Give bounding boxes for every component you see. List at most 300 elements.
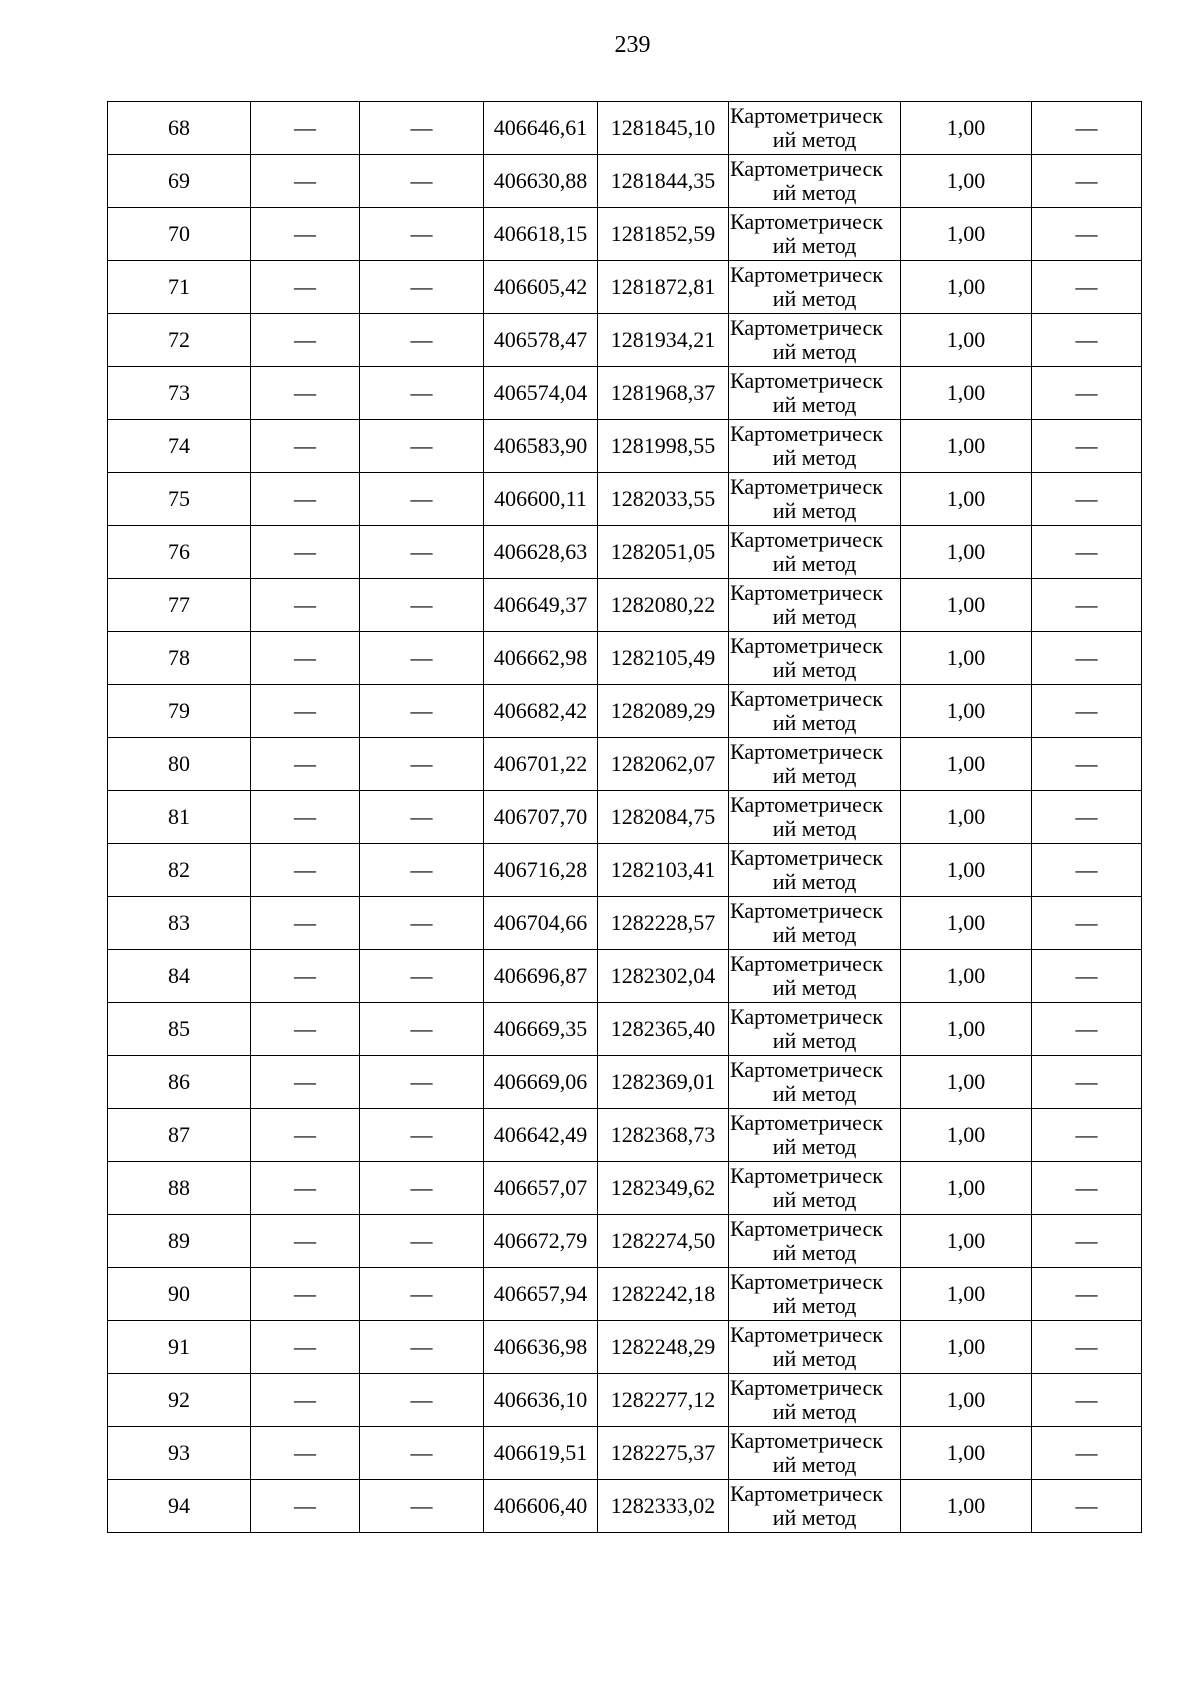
method-cell	[729, 208, 901, 261]
x-coordinate-cell: 406704,66	[484, 897, 598, 950]
point-number-cell: 83	[108, 897, 251, 950]
method-line-1: Картометрическ	[730, 262, 883, 287]
empty-column-2-cell: —	[360, 897, 484, 950]
method-cell	[729, 685, 901, 738]
empty-column-2-cell: —	[360, 632, 484, 685]
method-line-1: Картометрическ	[730, 209, 883, 234]
x-coordinate-cell: 406628,63	[484, 526, 598, 579]
x-coordinate-cell: 406636,10	[484, 1374, 598, 1427]
empty-column-1-cell: —	[251, 473, 360, 526]
empty-last-column-cell: —	[1032, 526, 1142, 579]
y-coordinate-cell: 1282062,07	[598, 738, 729, 791]
table-row	[108, 579, 1142, 632]
empty-last-column-cell: —	[1032, 420, 1142, 473]
coordinates-table	[107, 101, 1142, 1533]
empty-column-1-cell: —	[251, 1162, 360, 1215]
x-coordinate-cell: 406600,11	[484, 473, 598, 526]
method-line-1: Картометрическ	[730, 792, 883, 817]
method-line-1: Картометрическ	[730, 474, 883, 499]
empty-column-1-cell: —	[251, 685, 360, 738]
empty-column-2-cell: —	[360, 155, 484, 208]
method-line-2: ий метод	[772, 339, 857, 364]
empty-column-2-cell: —	[360, 738, 484, 791]
accuracy-cell: 1,00	[901, 685, 1032, 738]
point-number-cell: 88	[108, 1162, 251, 1215]
empty-column-1-cell: —	[251, 897, 360, 950]
method-cell	[729, 1321, 901, 1374]
method-line-2: ий метод	[772, 1187, 857, 1212]
empty-last-column-cell: —	[1032, 1268, 1142, 1321]
empty-column-1-cell: —	[251, 420, 360, 473]
table-row	[108, 1427, 1142, 1480]
x-coordinate-cell: 406646,61	[484, 102, 598, 155]
method-line-2: ий метод	[772, 1293, 857, 1318]
method-cell	[729, 1215, 901, 1268]
accuracy-cell: 1,00	[901, 1215, 1032, 1268]
y-coordinate-cell: 1281844,35	[598, 155, 729, 208]
table-row	[108, 1321, 1142, 1374]
y-coordinate-cell: 1282277,12	[598, 1374, 729, 1427]
empty-column-1-cell: —	[251, 1109, 360, 1162]
method-line-1: Картометрическ	[730, 1057, 883, 1082]
empty-column-1-cell: —	[251, 102, 360, 155]
point-number-cell: 82	[108, 844, 251, 897]
method-line-2: ий метод	[772, 763, 857, 788]
method-line-1: Картометрическ	[730, 368, 883, 393]
method-line-2: ий метод	[772, 498, 857, 523]
point-number-cell: 73	[108, 367, 251, 420]
method-line-2: ий метод	[772, 604, 857, 629]
empty-column-2-cell: —	[360, 102, 484, 155]
empty-column-1-cell: —	[251, 1427, 360, 1480]
accuracy-cell: 1,00	[901, 1109, 1032, 1162]
point-number-cell: 93	[108, 1427, 251, 1480]
empty-column-1-cell: —	[251, 1268, 360, 1321]
empty-last-column-cell: —	[1032, 473, 1142, 526]
accuracy-cell: 1,00	[901, 473, 1032, 526]
method-line-2: ий метод	[772, 1399, 857, 1424]
empty-last-column-cell: —	[1032, 314, 1142, 367]
empty-last-column-cell: —	[1032, 579, 1142, 632]
x-coordinate-cell: 406672,79	[484, 1215, 598, 1268]
method-line-1: Картометрическ	[730, 103, 883, 128]
point-number-cell: 68	[108, 102, 251, 155]
table-body	[108, 102, 1142, 1533]
empty-last-column-cell: —	[1032, 1321, 1142, 1374]
method-cell	[729, 844, 901, 897]
y-coordinate-cell: 1282369,01	[598, 1056, 729, 1109]
empty-last-column-cell: —	[1032, 1215, 1142, 1268]
empty-column-2-cell: —	[360, 791, 484, 844]
accuracy-cell: 1,00	[901, 897, 1032, 950]
method-cell	[729, 632, 901, 685]
method-line-1: Картометрическ	[730, 527, 883, 552]
method-line-1: Картометрическ	[730, 898, 883, 923]
empty-column-2-cell: —	[360, 526, 484, 579]
method-line-2: ий метод	[772, 1505, 857, 1530]
y-coordinate-cell: 1282274,50	[598, 1215, 729, 1268]
empty-column-1-cell: —	[251, 1321, 360, 1374]
x-coordinate-cell: 406606,40	[484, 1480, 598, 1533]
table-row	[108, 1056, 1142, 1109]
table-row	[108, 526, 1142, 579]
method-line-1: Картометрическ	[730, 739, 883, 764]
point-number-cell: 87	[108, 1109, 251, 1162]
empty-column-1-cell: —	[251, 1215, 360, 1268]
empty-column-1-cell: —	[251, 208, 360, 261]
method-cell	[729, 1003, 901, 1056]
x-coordinate-cell: 406701,22	[484, 738, 598, 791]
x-coordinate-cell: 406707,70	[484, 791, 598, 844]
method-line-1: Картометрическ	[730, 1375, 883, 1400]
method-line-2: ий метод	[772, 710, 857, 735]
method-line-1: Картометрическ	[730, 1004, 883, 1029]
empty-column-1-cell: —	[251, 791, 360, 844]
accuracy-cell: 1,00	[901, 738, 1032, 791]
method-line-2: ий метод	[772, 975, 857, 1000]
empty-column-2-cell: —	[360, 950, 484, 1003]
method-line-2: ий метод	[772, 922, 857, 947]
empty-column-2-cell: —	[360, 1321, 484, 1374]
point-number-cell: 78	[108, 632, 251, 685]
y-coordinate-cell: 1282242,18	[598, 1268, 729, 1321]
empty-last-column-cell: —	[1032, 844, 1142, 897]
point-number-cell: 80	[108, 738, 251, 791]
method-line-1: Картометрическ	[730, 1216, 883, 1241]
empty-column-2-cell: —	[360, 685, 484, 738]
y-coordinate-cell: 1281998,55	[598, 420, 729, 473]
method-cell	[729, 897, 901, 950]
empty-column-2-cell: —	[360, 1003, 484, 1056]
empty-last-column-cell: —	[1032, 1003, 1142, 1056]
y-coordinate-cell: 1282228,57	[598, 897, 729, 950]
point-number-cell: 77	[108, 579, 251, 632]
empty-last-column-cell: —	[1032, 1162, 1142, 1215]
empty-column-2-cell: —	[360, 1480, 484, 1533]
empty-column-2-cell: —	[360, 208, 484, 261]
x-coordinate-cell: 406649,37	[484, 579, 598, 632]
empty-column-2-cell: —	[360, 1374, 484, 1427]
empty-last-column-cell: —	[1032, 897, 1142, 950]
x-coordinate-cell: 406630,88	[484, 155, 598, 208]
accuracy-cell: 1,00	[901, 632, 1032, 685]
method-cell	[729, 1268, 901, 1321]
table-row	[108, 1109, 1142, 1162]
x-coordinate-cell: 406619,51	[484, 1427, 598, 1480]
method-cell	[729, 314, 901, 367]
accuracy-cell: 1,00	[901, 1268, 1032, 1321]
table-row	[108, 844, 1142, 897]
table-row	[108, 738, 1142, 791]
accuracy-cell: 1,00	[901, 1374, 1032, 1427]
method-line-1: Картометрическ	[730, 1428, 883, 1453]
point-number-cell: 75	[108, 473, 251, 526]
accuracy-cell: 1,00	[901, 367, 1032, 420]
y-coordinate-cell: 1282368,73	[598, 1109, 729, 1162]
x-coordinate-cell: 406716,28	[484, 844, 598, 897]
x-coordinate-cell: 406682,42	[484, 685, 598, 738]
empty-column-2-cell: —	[360, 1109, 484, 1162]
accuracy-cell: 1,00	[901, 1056, 1032, 1109]
method-line-1: Картометрическ	[730, 686, 883, 711]
empty-column-2-cell: —	[360, 1268, 484, 1321]
table-row	[108, 1003, 1142, 1056]
table-row	[108, 1215, 1142, 1268]
empty-column-1-cell: —	[251, 155, 360, 208]
point-number-cell: 89	[108, 1215, 251, 1268]
x-coordinate-cell: 406578,47	[484, 314, 598, 367]
point-number-cell: 72	[108, 314, 251, 367]
method-cell	[729, 1162, 901, 1215]
y-coordinate-cell: 1282033,55	[598, 473, 729, 526]
empty-column-1-cell: —	[251, 261, 360, 314]
empty-last-column-cell: —	[1032, 950, 1142, 1003]
point-number-cell: 84	[108, 950, 251, 1003]
x-coordinate-cell: 406669,06	[484, 1056, 598, 1109]
x-coordinate-cell: 406636,98	[484, 1321, 598, 1374]
x-coordinate-cell: 406657,94	[484, 1268, 598, 1321]
method-line-1: Картометрическ	[730, 633, 883, 658]
table-row	[108, 261, 1142, 314]
y-coordinate-cell: 1282248,29	[598, 1321, 729, 1374]
empty-last-column-cell: —	[1032, 1109, 1142, 1162]
point-number-cell: 71	[108, 261, 251, 314]
x-coordinate-cell: 406605,42	[484, 261, 598, 314]
accuracy-cell: 1,00	[901, 1003, 1032, 1056]
empty-last-column-cell: —	[1032, 1427, 1142, 1480]
empty-column-2-cell: —	[360, 1215, 484, 1268]
x-coordinate-cell: 406574,04	[484, 367, 598, 420]
y-coordinate-cell: 1282080,22	[598, 579, 729, 632]
y-coordinate-cell: 1282089,29	[598, 685, 729, 738]
point-number-cell: 74	[108, 420, 251, 473]
table-row	[108, 420, 1142, 473]
point-number-cell: 76	[108, 526, 251, 579]
empty-column-1-cell: —	[251, 1056, 360, 1109]
method-line-2: ий метод	[772, 1240, 857, 1265]
empty-last-column-cell: —	[1032, 261, 1142, 314]
table-row	[108, 632, 1142, 685]
table-row	[108, 367, 1142, 420]
point-number-cell: 86	[108, 1056, 251, 1109]
table-row	[108, 473, 1142, 526]
y-coordinate-cell: 1282333,02	[598, 1480, 729, 1533]
page-number: 239	[614, 32, 651, 58]
empty-column-1-cell: —	[251, 1003, 360, 1056]
method-line-2: ий метод	[772, 551, 857, 576]
method-line-2: ий метод	[772, 233, 857, 258]
y-coordinate-cell: 1282275,37	[598, 1427, 729, 1480]
empty-column-1-cell: —	[251, 314, 360, 367]
accuracy-cell: 1,00	[901, 261, 1032, 314]
empty-column-1-cell: —	[251, 1374, 360, 1427]
empty-column-1-cell: —	[251, 579, 360, 632]
method-line-1: Картометрическ	[730, 1269, 883, 1294]
empty-column-2-cell: —	[360, 579, 484, 632]
empty-column-2-cell: —	[360, 1056, 484, 1109]
table-row	[108, 155, 1142, 208]
accuracy-cell: 1,00	[901, 1162, 1032, 1215]
accuracy-cell: 1,00	[901, 579, 1032, 632]
x-coordinate-cell: 406657,07	[484, 1162, 598, 1215]
x-coordinate-cell: 406583,90	[484, 420, 598, 473]
table-row	[108, 1480, 1142, 1533]
method-line-1: Картометрическ	[730, 421, 883, 446]
empty-column-2-cell: —	[360, 261, 484, 314]
method-cell	[729, 102, 901, 155]
accuracy-cell: 1,00	[901, 1427, 1032, 1480]
accuracy-cell: 1,00	[901, 791, 1032, 844]
accuracy-cell: 1,00	[901, 844, 1032, 897]
point-number-cell: 90	[108, 1268, 251, 1321]
method-cell	[729, 738, 901, 791]
empty-last-column-cell: —	[1032, 155, 1142, 208]
accuracy-cell: 1,00	[901, 420, 1032, 473]
empty-column-1-cell: —	[251, 526, 360, 579]
empty-column-1-cell: —	[251, 844, 360, 897]
method-line-2: ий метод	[772, 1134, 857, 1159]
x-coordinate-cell: 406618,15	[484, 208, 598, 261]
empty-last-column-cell: —	[1032, 685, 1142, 738]
empty-last-column-cell: —	[1032, 208, 1142, 261]
method-cell	[729, 791, 901, 844]
method-line-2: ий метод	[772, 1028, 857, 1053]
method-line-1: Картометрическ	[730, 315, 883, 340]
table-row	[108, 1374, 1142, 1427]
accuracy-cell: 1,00	[901, 102, 1032, 155]
accuracy-cell: 1,00	[901, 208, 1032, 261]
table-row	[108, 791, 1142, 844]
table-row	[108, 208, 1142, 261]
empty-last-column-cell: —	[1032, 1480, 1142, 1533]
y-coordinate-cell: 1282105,49	[598, 632, 729, 685]
y-coordinate-cell: 1281845,10	[598, 102, 729, 155]
empty-last-column-cell: —	[1032, 1056, 1142, 1109]
y-coordinate-cell: 1282349,62	[598, 1162, 729, 1215]
method-cell	[729, 1427, 901, 1480]
method-line-1: Картометрическ	[730, 1163, 883, 1188]
table-row	[108, 897, 1142, 950]
empty-column-2-cell: —	[360, 1427, 484, 1480]
empty-column-2-cell: —	[360, 473, 484, 526]
method-line-1: Картометрическ	[730, 580, 883, 605]
table-row	[108, 1268, 1142, 1321]
method-cell	[729, 261, 901, 314]
y-coordinate-cell: 1281852,59	[598, 208, 729, 261]
x-coordinate-cell: 406696,87	[484, 950, 598, 1003]
point-number-cell: 94	[108, 1480, 251, 1533]
empty-last-column-cell: —	[1032, 632, 1142, 685]
point-number-cell: 69	[108, 155, 251, 208]
table-row	[108, 685, 1142, 738]
method-line-2: ий метод	[772, 657, 857, 682]
point-number-cell: 81	[108, 791, 251, 844]
method-line-1: Картометрическ	[730, 951, 883, 976]
point-number-cell: 91	[108, 1321, 251, 1374]
method-cell	[729, 1480, 901, 1533]
method-cell	[729, 1056, 901, 1109]
empty-column-1-cell: —	[251, 950, 360, 1003]
y-coordinate-cell: 1282084,75	[598, 791, 729, 844]
y-coordinate-cell: 1281934,21	[598, 314, 729, 367]
empty-column-1-cell: —	[251, 1480, 360, 1533]
x-coordinate-cell: 406669,35	[484, 1003, 598, 1056]
empty-last-column-cell: —	[1032, 367, 1142, 420]
method-cell	[729, 526, 901, 579]
empty-last-column-cell: —	[1032, 1374, 1142, 1427]
method-line-1: Картометрическ	[730, 1110, 883, 1135]
y-coordinate-cell: 1282103,41	[598, 844, 729, 897]
empty-last-column-cell: —	[1032, 791, 1142, 844]
method-line-1: Картометрическ	[730, 1322, 883, 1347]
empty-last-column-cell: —	[1032, 738, 1142, 791]
method-line-1: Картометрическ	[730, 156, 883, 181]
method-cell	[729, 1109, 901, 1162]
empty-column-2-cell: —	[360, 1162, 484, 1215]
accuracy-cell: 1,00	[901, 1480, 1032, 1533]
method-cell	[729, 420, 901, 473]
x-coordinate-cell: 406662,98	[484, 632, 598, 685]
point-number-cell: 70	[108, 208, 251, 261]
empty-column-1-cell: —	[251, 367, 360, 420]
table-row	[108, 102, 1142, 155]
y-coordinate-cell: 1282365,40	[598, 1003, 729, 1056]
method-cell	[729, 473, 901, 526]
point-number-cell: 92	[108, 1374, 251, 1427]
method-line-2: ий метод	[772, 816, 857, 841]
y-coordinate-cell: 1282302,04	[598, 950, 729, 1003]
empty-column-2-cell: —	[360, 420, 484, 473]
empty-column-2-cell: —	[360, 844, 484, 897]
method-line-2: ий метод	[772, 127, 857, 152]
empty-column-1-cell: —	[251, 738, 360, 791]
method-cell	[729, 950, 901, 1003]
method-cell	[729, 155, 901, 208]
point-number-cell: 85	[108, 1003, 251, 1056]
y-coordinate-cell: 1281968,37	[598, 367, 729, 420]
method-line-2: ий метод	[772, 392, 857, 417]
accuracy-cell: 1,00	[901, 155, 1032, 208]
accuracy-cell: 1,00	[901, 950, 1032, 1003]
method-line-1: Картометрическ	[730, 845, 883, 870]
empty-last-column-cell: —	[1032, 102, 1142, 155]
method-line-2: ий метод	[772, 1346, 857, 1371]
empty-column-2-cell: —	[360, 314, 484, 367]
table-row	[108, 950, 1142, 1003]
x-coordinate-cell: 406642,49	[484, 1109, 598, 1162]
method-line-2: ий метод	[772, 286, 857, 311]
accuracy-cell: 1,00	[901, 314, 1032, 367]
empty-column-2-cell: —	[360, 367, 484, 420]
method-cell	[729, 1374, 901, 1427]
method-line-2: ий метод	[772, 1081, 857, 1106]
method-line-2: ий метод	[772, 1452, 857, 1477]
method-line-2: ий метод	[772, 180, 857, 205]
empty-column-1-cell: —	[251, 632, 360, 685]
y-coordinate-cell: 1282051,05	[598, 526, 729, 579]
table-row	[108, 1162, 1142, 1215]
accuracy-cell: 1,00	[901, 1321, 1032, 1374]
table-row	[108, 314, 1142, 367]
accuracy-cell: 1,00	[901, 526, 1032, 579]
y-coordinate-cell: 1281872,81	[598, 261, 729, 314]
method-line-2: ий метод	[772, 445, 857, 470]
method-line-1: Картометрическ	[730, 1481, 883, 1506]
method-line-2: ий метод	[772, 869, 857, 894]
point-number-cell: 79	[108, 685, 251, 738]
method-cell	[729, 579, 901, 632]
method-cell	[729, 367, 901, 420]
